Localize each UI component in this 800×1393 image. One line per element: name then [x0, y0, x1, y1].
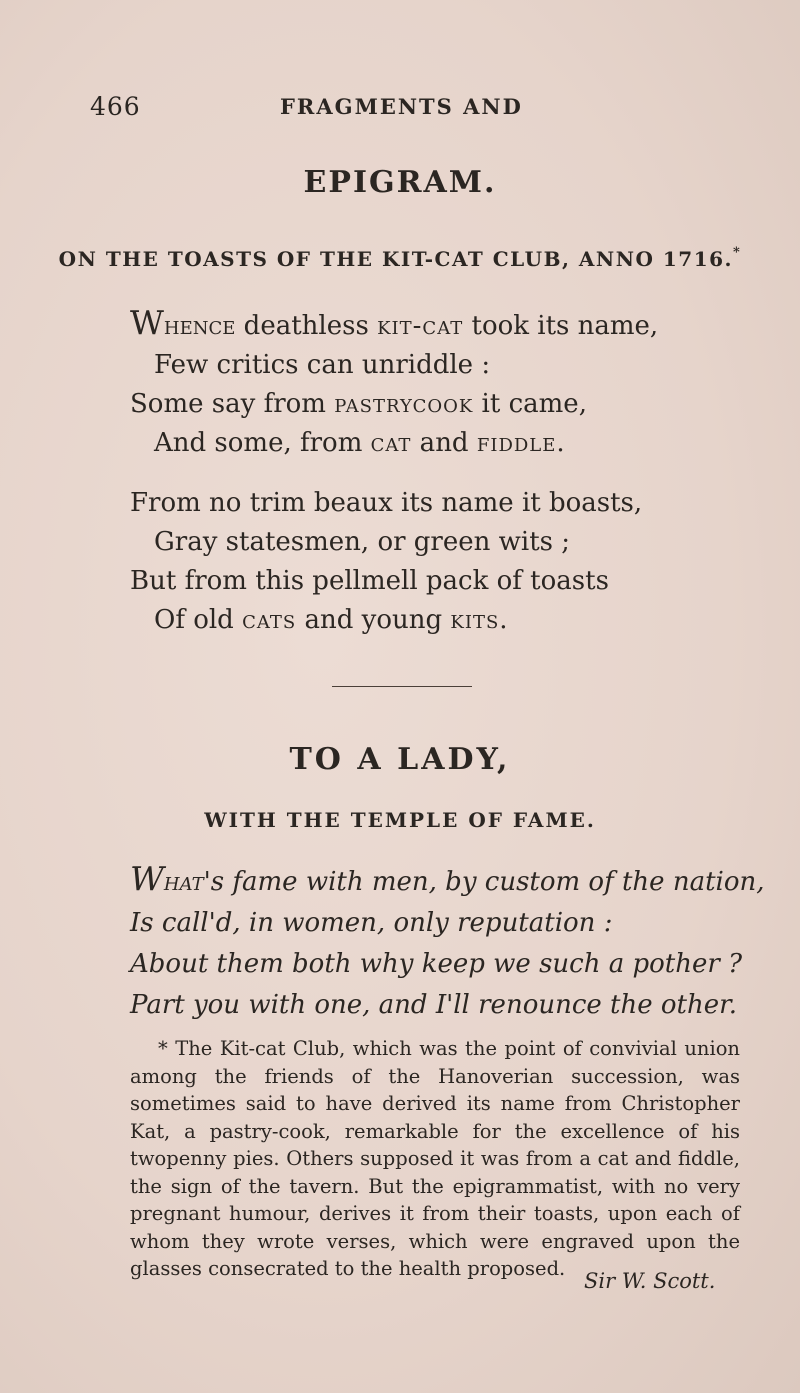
- epigram-stanza-2: [130, 484, 770, 640]
- lady-subtitle: WITH THE TEMPLE OF FAME.: [204, 808, 596, 832]
- drop-cap: W: [130, 303, 164, 342]
- verse-line: But from this pellmell pack of toasts: [130, 566, 609, 596]
- running-title: FRAGMENTS AND: [280, 94, 523, 119]
- footnote-marker: *: [733, 245, 742, 260]
- verse-line: What's fame with men, by custom of the nation,: [130, 859, 765, 898]
- page-number: 466: [90, 92, 141, 121]
- drop-cap: W: [130, 859, 164, 898]
- verse-line: Few critics can unriddle :: [154, 350, 491, 380]
- epigram-title: EPIGRAM.: [303, 165, 497, 200]
- verse-line: Gray statesmen, or green wits ;: [154, 527, 571, 557]
- verse-line: About them both why keep we such a pother ?: [130, 949, 743, 979]
- section-divider: [332, 686, 472, 687]
- verse-line: Part you with one, and I'll renounce the other.: [130, 990, 737, 1020]
- lady-title: TO A LADY,: [289, 742, 511, 777]
- epigram-stanza-1: [130, 303, 770, 463]
- running-head: [90, 92, 730, 122]
- epigram-subtitle: [0, 245, 800, 271]
- lady-stanza: [130, 858, 770, 1026]
- verse-line: Of old cats and young kits.: [154, 605, 508, 635]
- verse-line: From no trim beaux its name it boasts,: [130, 488, 643, 518]
- verse-line: And some, from cat and fiddle.: [154, 428, 565, 458]
- verse-line: Some say from pastrycook it came,: [130, 389, 587, 419]
- verse-line: Is call'd, in women, only reputation :: [130, 908, 613, 938]
- epigram-subtitle-text: ON THE TOASTS OF THE KIT-CAT CLUB, ANNO 1716.: [58, 247, 733, 271]
- footnote: [130, 1035, 740, 1283]
- footnote-signature: Sir W. Scott.: [584, 1269, 716, 1293]
- verse-line: Whence deathless kit-cat took its name,: [130, 303, 659, 342]
- footnote-text: * The Kit-cat Club, which was the point of convivial union among the friends of the Hanoverian succession, was sometimes said to have derived its name from Christopher Kat, a pastry-cook, remarkable for the excellence of his twopenny pies. Others supposed it was from a cat and fiddle, the sign of the tavern. But the epigrammatist, with no very pregnant humour, derives it from their toasts, upon each of whom they wrote verses, which were engraved upon the glasses consecrated to the health proposed.: [130, 1037, 740, 1280]
